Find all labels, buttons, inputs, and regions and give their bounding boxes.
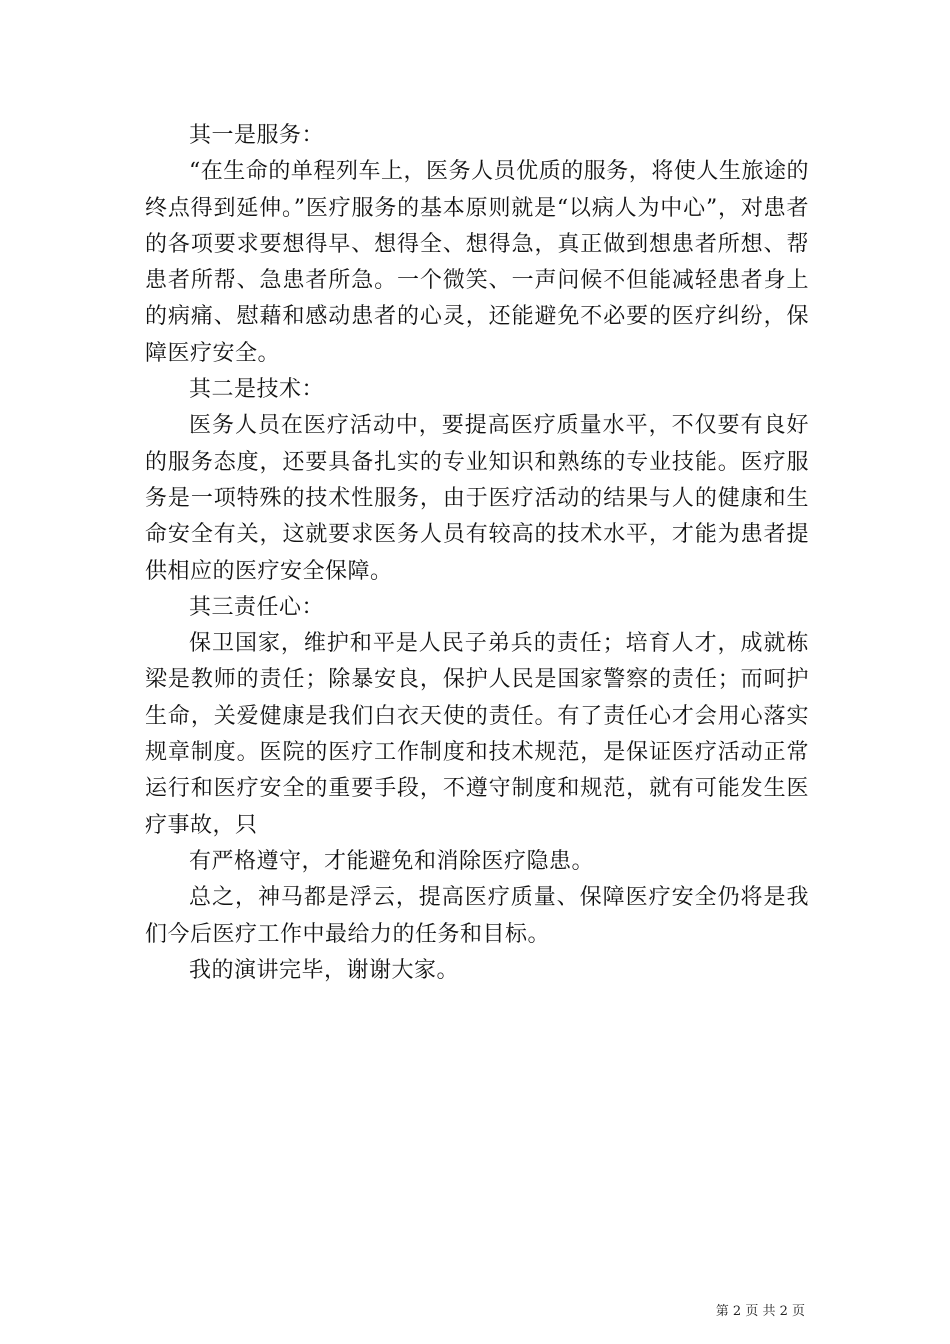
paragraph-heading-responsibility: 其三责任心： — [189, 594, 325, 620]
paragraph-responsibility-continued: 有严格遵守，才能避免和消除医疗隐患。 — [189, 848, 595, 874]
page-number-footer: 第 2 页 共 2 页 — [715, 1304, 805, 1319]
paragraph-conclusion: 总之，神马都是浮云，提高医疗质量、保障医疗安全仍将是我们今后医疗工作中最给力的任务和目标。 — [145, 885, 809, 947]
paragraph-responsibility-body: 保卫国家，维护和平是人民子弟兵的责任；培育人才，成就栋梁是教师的责任；除暴安良，保护人民是国家警察的责任；而呵护生命，关爱健康是我们白衣天使的责任。有了责任心才会用心落实规章制度。医院的医疗工作制度和技术规范，是保证医疗活动正常运行和医疗安全的重要手段，不遵守制度和规范，就有可能发生医疗事故，只 — [145, 631, 809, 838]
paragraph-heading-technique: 其二是技术： — [189, 377, 325, 403]
paragraph-heading-service: 其一是服务： — [189, 123, 325, 148]
paragraph-service-body: “在生命的单程列车上，医务人员优质的服务，将使人生旅途的终点得到延伸。”医疗服务的基本原则就是“以病人为中心”，对患者的各项要求要想得早、想得全、想得急，真正做到想患者所想、帮患者所帮、急患者所急。一个微笑、一声问候不但能减轻患者身上的病痛、慰藉和感动患者的心灵，还能避免不必要的医疗纠纷，保障医疗安全。 — [145, 159, 809, 366]
paragraph-technique-body: 医务人员在医疗活动中，要提高医疗质量水平，不仅要有良好的服务态度，还要具备扎实的专业知识和熟练的专业技能。医疗服务是一项特殊的技术性服务，由于医疗活动的结果与人的健康和生命安全有关，这就要求医务人员有较高的技术水平，才能为患者提供相应的医疗安全保障。 — [145, 413, 809, 584]
paragraph-closing: 我的演讲完毕，谢谢大家。 — [189, 957, 460, 983]
document-body — [145, 118, 809, 989]
